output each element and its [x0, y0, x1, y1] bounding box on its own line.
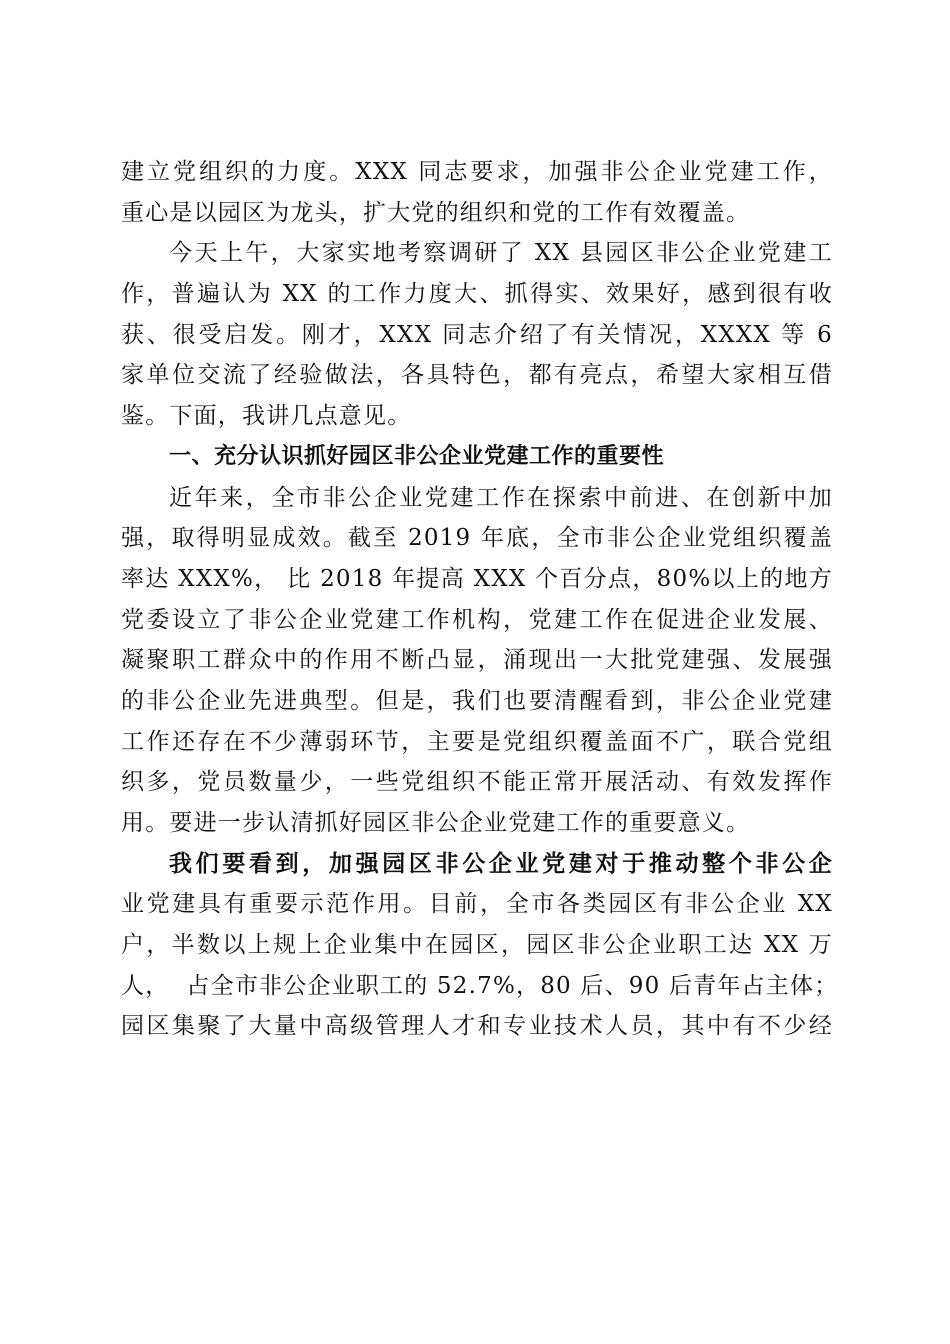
text-line: 业党建具有重要示范作用。目前，全市各类园区有非公企业 XX: [121, 891, 833, 918]
text-line: 用。要进一步认清抓好园区非公企业党建工作的重要意义。: [121, 810, 751, 836]
text-line: 强，取得明显成效。截至 2019 年底，全市非公企业党组织覆盖: [121, 525, 833, 552]
text-line: 建立党组织的力度。XXX 同志要求，加强非公企业党建工作，: [121, 159, 833, 185]
text-line: 家单位交流了经验做法，各具特色，都有亮点，希望大家相互借: [121, 362, 833, 389]
text-line: 工作还存在不少薄弱环节，主要是党组织覆盖面不广，联合党组: [121, 728, 833, 755]
text-line: 凝聚职工群众中的作用不断凸显，涌现出一大批党建强、发展强: [121, 647, 833, 674]
text-line: 今天上午，大家实地考察调研了 XX 县园区非公企业党建工: [169, 240, 833, 267]
text-line: 我们要看到，加强园区非公企业党建对于推动整个非公企: [169, 849, 833, 877]
text-line: 重心是以园区为龙头，扩大党的组织和党的工作有效覆盖。: [121, 199, 751, 226]
text-line: 率达 XXX%， 比 2018 年提高 XXX 个百分点，80%以上的地方: [121, 565, 833, 592]
section-heading: 一、充分认识抓好园区非公企业党建工作的重要性: [169, 443, 665, 469]
text-line: 作，普遍认为 XX 的工作力度大、抓得实、效果好，感到很有收: [121, 281, 833, 308]
text-line: 党委设立了非公企业党建工作机构，党建工作在促进企业发展、: [121, 606, 833, 633]
text-line: 的非公企业先进典型。但是，我们也要清醒看到，非公企业党建: [121, 687, 833, 714]
body-text: [121, 152, 839, 1047]
text-line: 人， 占全市非公企业职工的 52.7%，80 后、90 后青年占主体；: [121, 972, 839, 999]
text-line: 织多，党员数量少，一些党组织不能正常开展活动、有效发挥作: [121, 769, 833, 796]
text-line: 近年来，全市非公企业党建工作在探索中前进、在创新中加: [169, 484, 833, 511]
text-line: 户，半数以上规上企业集中在园区，园区非公企业职工达 XX 万: [121, 932, 833, 959]
text-line: 园区集聚了大量中高级管理人才和专业技术人员，其中有不少经: [121, 1013, 833, 1040]
text-line: 获、很受启发。刚才，XXX 同志介绍了有关情况，XXXX 等 6: [121, 321, 833, 348]
text-line: 鉴。下面，我讲几点意见。: [121, 403, 412, 430]
